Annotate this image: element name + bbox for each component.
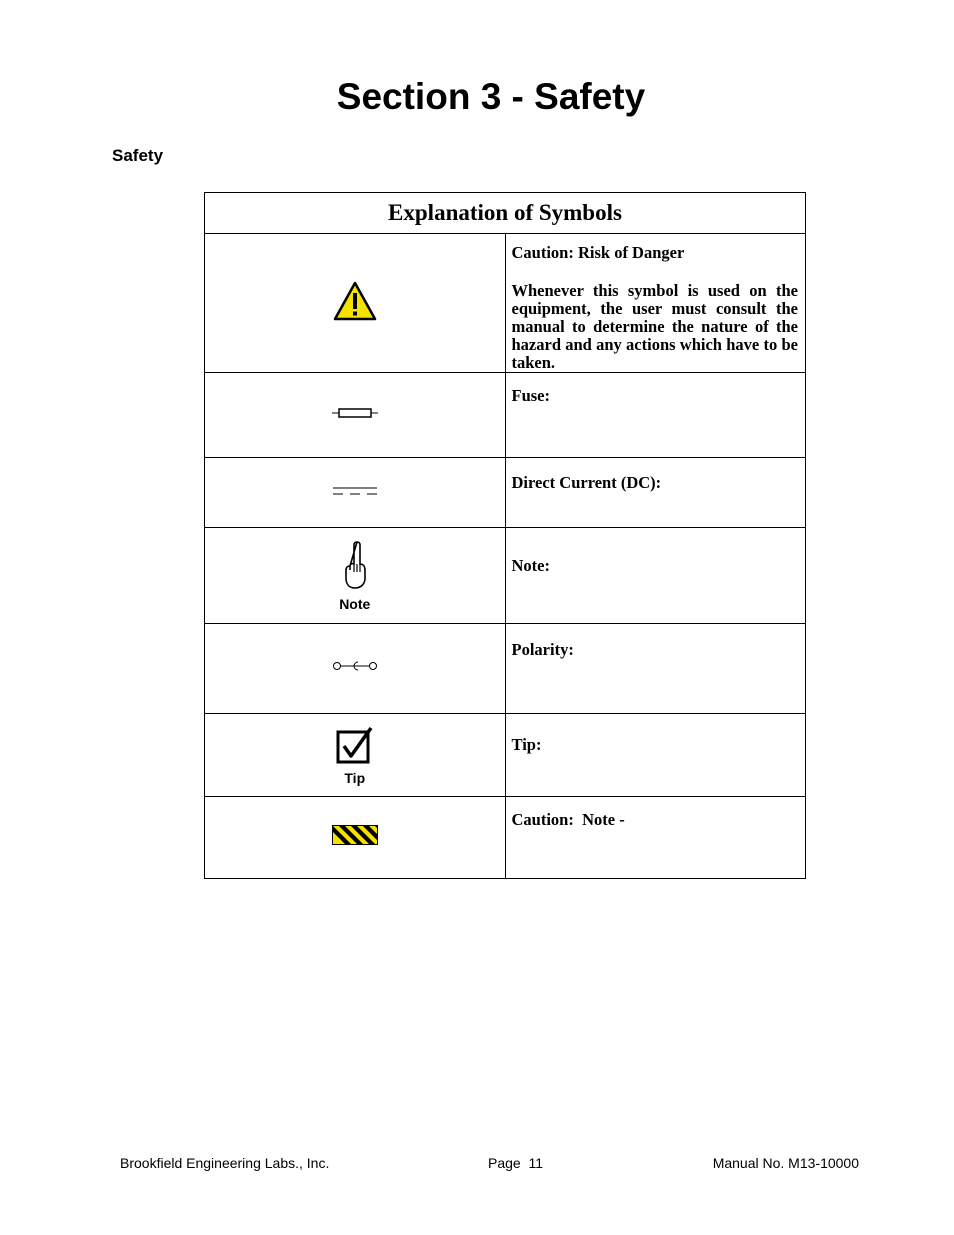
- symbol-label: Direct Current (DC):: [511, 473, 662, 492]
- table-row: [205, 624, 806, 714]
- symbol-label: Fuse:: [511, 386, 550, 405]
- text-cell: [505, 458, 806, 528]
- text-cell: [505, 797, 806, 879]
- icon-cell: [205, 458, 506, 528]
- section-heading: Safety: [112, 146, 164, 165]
- icon-cell: [205, 714, 506, 797]
- pointing-hand-icon: [341, 540, 369, 590]
- page-title: Section 3 - Safety: [336, 76, 646, 117]
- symbol-label: Caution: Note -: [511, 810, 625, 829]
- footer-page-number: Page 11: [488, 1155, 544, 1171]
- table-row: [205, 373, 806, 458]
- icon-cell: [205, 234, 506, 373]
- polarity-icon: [331, 659, 379, 673]
- text-cell: [505, 624, 806, 714]
- tip-icon-label: Tip: [344, 769, 366, 786]
- footer-manual-number: Manual No. M13-10000: [712, 1155, 859, 1171]
- table-row: [205, 234, 806, 373]
- hazard-stripes-icon: [332, 825, 378, 845]
- text-cell: [505, 714, 806, 797]
- text-cell: [505, 234, 806, 373]
- text-cell: [505, 528, 806, 624]
- icon-cell: [205, 528, 506, 624]
- direct-current-icon: [331, 485, 379, 497]
- table-row: [205, 528, 806, 624]
- table-row: [205, 458, 806, 528]
- footer-company: Brookfield Engineering Labs., Inc.: [120, 1155, 330, 1171]
- icon-cell: [205, 797, 506, 879]
- note-icon-label: Note: [339, 596, 371, 612]
- symbol-label: Polarity:: [511, 640, 574, 659]
- symbol-label: Note:: [511, 556, 550, 575]
- checkbox-tick-icon: [336, 726, 374, 764]
- symbols-table: [204, 192, 806, 879]
- icon-cell: [205, 373, 506, 458]
- fuse-icon: [331, 406, 379, 420]
- text-cell: [505, 373, 806, 458]
- warning-triangle-icon: [333, 281, 377, 321]
- symbol-label: Caution: Risk of Danger: [511, 243, 685, 262]
- table-row: [205, 797, 806, 879]
- icon-cell: [205, 624, 506, 714]
- table-header: Explanation of Symbols: [205, 193, 806, 234]
- symbol-label: Tip:: [511, 735, 542, 754]
- table-row: [205, 714, 806, 797]
- symbol-description: Whenever this symbol is used on the equipment, the user must consult the manual to determine the nature of the hazard and any actions which have to be taken.: [511, 281, 798, 372]
